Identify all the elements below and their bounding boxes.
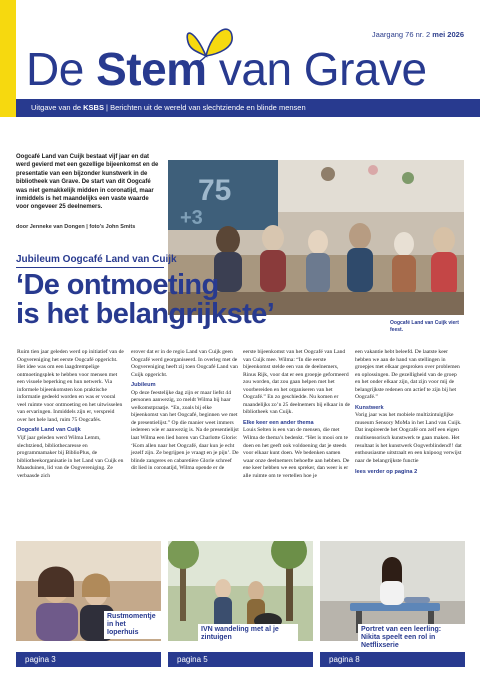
svg-text:75: 75 <box>198 174 232 207</box>
publisher-name: KSBS <box>83 103 104 112</box>
accent-bar <box>0 0 16 117</box>
section-heading: Elke keer een ander thema <box>243 419 314 426</box>
paragraph: Louis Selten is een van de mensen, die met Wilma de thema’s bedenkt. “Het is mooi om te doen en het geeft ook voldoening dat je steeds voor elkaar kunt doen. We bedenken samen waar onze deelnemers behoefte aan hebben. De ene keer hebben we een spreker, dan weer is er alle ruimte om te vertellen hoe je <box>243 427 350 479</box>
newspaper-title: De Stem van Grave <box>26 43 427 95</box>
article-column-3 <box>243 349 351 480</box>
teaser-page-8[interactable] <box>320 541 465 667</box>
continue-link[interactable]: lees verder op pagina 2 <box>355 469 418 476</box>
kicker-divider <box>16 267 164 268</box>
section-heading: Oogcafé Land van Cuijk <box>17 427 81 434</box>
hero-caption: Oogcafé Land van Cuijk viert feest. <box>390 320 459 333</box>
teaser-caption: Portret van een leerling: Nikita speelt een rol in Netflixserie <box>358 624 465 652</box>
teaser-page-label[interactable]: pagina 8 <box>320 652 465 667</box>
paragraph: eerste bijeenkomst van het Oogcafé van Land van Cuijk mee. Wilma: “In die eerste bijeenkomst stelde een van de deelnemers, Rinus Rijk, voor dat er een groepje geformeerd zou worden, dat zou gaan helpen met het voorbereiden en het organiseren van het Oogcafé.” En zo geschiedde. Nu komen er maandelijks zo’n 25 deelnemers bij elkaar in de bibliotheek van Cuijk. <box>243 349 351 416</box>
masthead <box>0 0 480 117</box>
teaser-caption: Rustmomentje in het Ioperhuis <box>104 611 161 639</box>
article-headline: ‘De ontmoeting is het belangrijkste’ <box>16 269 275 330</box>
subtitle-bar: Uitgave van de KSBS | Berichten uit de wereld van slechtziende en blinde mensen <box>16 99 480 117</box>
issue-date: mei 2026 <box>432 30 464 39</box>
paragraph: een vakantie hebt beleefd. De laatste keer hebben we aan de hand van stellingen in groepjes met elkaar gesproken over problemen en oplossingen. De gezelligheid van de groep en het onder elkaar zijn, dat zijn voor mij de belangrijkste redenen om actief te zijn bij het Oogcafé.” <box>355 349 460 401</box>
paragraph: Vijf jaar geleden werd Wilma Lemm, slechtziend, bibliothecaresse en programmamaker bij BiblioPlus, de bibliotheekorganisatie in het Land van Cuijk en Maasduinen, lid van de Oogvereniging. Ze verbaasde zich <box>17 435 124 479</box>
section-heading: Jubileum <box>131 382 156 389</box>
paragraph: Vorig jaar was het mobiele multizintuiglijke museum Sensory MoMa in het Land van Cuijk. Dat inspireerde het Oogcafé om zelf een eigen multisensorisch kunstwerk te gaan maken. Het resultaat is het kunstwerk Oogverblindend!! dat enthousiasme uitstraalt en een knipoog verwijst naar de belangrijkste functie <box>355 412 462 464</box>
article-column-4 <box>355 349 463 477</box>
article-intro: Oogcafé Land van Cuijk bestaat vijf jaar en dat werd gevierd met een gezellige bijeenkomst en de presentatie van een bijzonder kunstwerk in de bibliotheek van Grave. De start van dit Oogcafé was niet gemakkelijk midden in coronatijd, maar inmiddels is het maandelijks een vaste waarde voor ongeveer 25 deelnemers. <box>16 154 159 211</box>
article-column-2 <box>131 349 239 473</box>
article-credit: door Jenneke van Dongen | foto's John Smits <box>16 224 136 230</box>
teaser-page-label[interactable]: pagina 3 <box>16 652 161 667</box>
teaser-page-label[interactable]: pagina 5 <box>168 652 313 667</box>
teaser-caption: IVN wandeling met al je zintuigen <box>198 624 298 644</box>
teaser-page-3[interactable] <box>16 541 161 667</box>
article-kicker: Jubileum Oogcafé Land van Cuijk <box>16 254 177 265</box>
paragraph: Ruim tien jaar geleden werd op initiatief van de Oogvereniging het eerste Oogcafé opgericht. Het idee was om een laagdrempelige ontmoetingsplek te hebben voor mensen met een visuele beperking en hun netwerk. Via informele bijeenkomsten kon praktische informatie gedeeld worden en was er vooral veel ruimte voor ontmoeting en het uitwisselen van ervaringen. Inmiddels zijn er, verspreid over het hele land, ruim 75 Oogcafés. <box>17 349 124 423</box>
teaser-page-5[interactable] <box>168 541 313 667</box>
paragraph: erover dat er in de regio Land van Cuijk geen Oogcafé werd georganiseerd. In overleg met de Oogvereniging heeft zij toen Oogcafé Land van Cuijk opgericht. <box>131 349 238 378</box>
issue-info <box>372 30 464 39</box>
svg-text:+3: +3 <box>180 207 203 229</box>
section-heading: Kunstwerk <box>355 404 384 411</box>
issue-number: Jaargang 76 nr. 2 <box>371 30 431 39</box>
paragraph: Op deze feestelijke dag zijn er maar liefst 44 personen aanwezig, zo meldt Wilma bij haar welkomstpraatje. “En, zoals bij elke bijeenkomst van het Oogcafé, beginnen we met de presentielijst.” Op die manier weet immers iedereen wie er aanwezig is. Na de presentielijst laat Wilma een lied horen van Charlotte Glorie: ‘Kom allen naar het Oogcafé, daar kun je echt jezelf zijn. Ze begrijpen je vraagt en je pijn’. De blinde zangeres en cabaretière Glorie schreef dit lied in coronatijd, Wilma opende er de <box>131 389 239 472</box>
article-column-1 <box>17 349 125 480</box>
